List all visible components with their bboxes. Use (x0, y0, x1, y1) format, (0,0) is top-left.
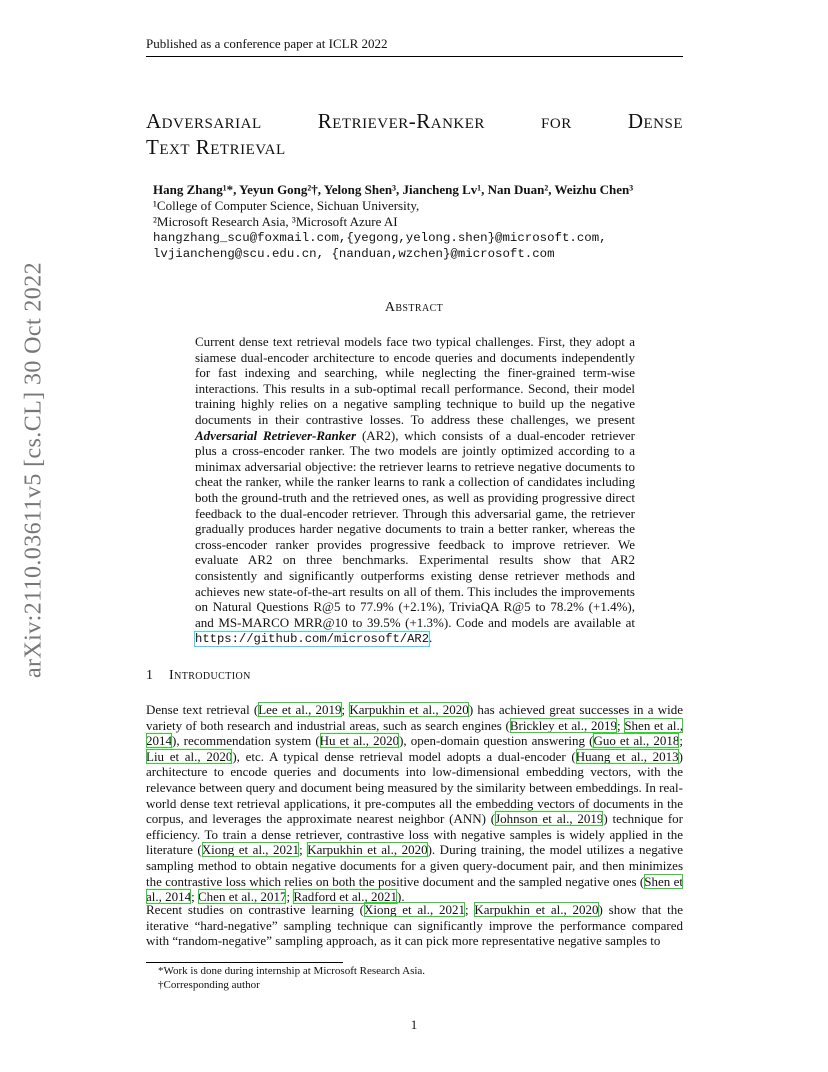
para-text: ; (341, 702, 350, 717)
affiliation-2: ²Microsoft Research Asia, ³Microsoft Azure AI (153, 214, 398, 229)
citation-link[interactable]: Radford et al., 2021 (293, 889, 397, 905)
para-text: ) technique for efficiency. To train a dense retriever, contrastive loss with negative samples is widely applied in the literature ( (146, 811, 683, 858)
citation-link[interactable]: Shen et al., 2014 (146, 873, 684, 905)
abstract-body (195, 334, 635, 648)
para-text: Recent studies on contrastive learning ( (146, 902, 364, 917)
section-heading-introduction (146, 668, 446, 684)
citation-link[interactable]: Chen et al., 2017 (198, 889, 287, 905)
intro-paragraph-2 (146, 902, 683, 949)
citation-link[interactable]: Hu et al., 2020 (319, 733, 400, 749)
citation-link[interactable]: Karpukhin et al., 2020 (307, 842, 428, 858)
section-number: 1 (146, 668, 154, 683)
citation-link[interactable]: Lee et al., 2019 (258, 702, 342, 717)
citation-link[interactable]: Johnson et al., 2019 (495, 811, 604, 827)
para-text: ), open-domain question answering ( (399, 733, 594, 749)
citation-link[interactable]: Karpukhin et al., 2020 (474, 902, 599, 917)
citation-link[interactable]: Karpukhin et al., 2020 (349, 702, 469, 717)
para-text: ) architecture to encode queries and documents into low-dimensional embedding vectors, with the relevance between query and document being measured by the similarity between embeddings. In real-world dense text retrieval applications, it pre-computes all the embedding vectors of documents in the corpus, and leverages the approximate nearest neighbor (ANN) ( (146, 748, 683, 827)
para-text: ). During training, the model utilizes a negative sampling method to obtain negative documents for a given query-document pair, and then minimizes the contrastive loss which relies on both the positive document and the sampled negative ones ( (146, 842, 683, 889)
title-word-3: for (541, 109, 572, 133)
para-text: ; (679, 733, 684, 749)
title-word-1: Adversarial (146, 109, 262, 133)
affiliation-1: ¹College of Computer Science, Sichuan University, (153, 198, 420, 213)
section-title: Introduction (169, 668, 251, 683)
code-url-link[interactable]: https://github.com/microsoft/AR2 (195, 632, 430, 647)
para-text: ), etc. A typical dense retrieval model adopts a dual-encoder ( (232, 748, 576, 764)
citation-link[interactable]: Liu et al., 2020 (146, 748, 233, 764)
author-emails-2: lvjiancheng@scu.edu.cn, {nanduan,wzchen}@microsoft.com (153, 247, 555, 261)
title-line-1 (146, 108, 683, 134)
running-header: Published as a conference paper at ICLR 2022 (146, 36, 683, 57)
para-text: ) show that the iterative “hard-negative” sampling technique can significantly improve the performance compared with “random-negative” sampling approach, as it can pick more representative negative samples to (146, 902, 683, 949)
para-text: ) has achieved great successes in a wide variety of both research and industrial areas, such as search engines ( (146, 702, 683, 733)
para-text: ; (616, 717, 625, 733)
arxiv-stamp (4, 261, 64, 679)
footnotes (158, 964, 678, 992)
author-emails-1: hangzhang_scu@foxmail.com,{yegong,yelong.shen}@microsoft.com, (153, 231, 607, 245)
citation-link[interactable]: Huang et al., 2013 (575, 748, 679, 764)
para-text: Dense text retrieval ( (146, 702, 259, 717)
method-name: Adversarial Retriever-Ranker (195, 427, 357, 443)
para-text: ; (286, 889, 294, 905)
title-word-4: Dense (627, 109, 683, 133)
para-text: ; (299, 842, 308, 858)
citation-link[interactable]: Brickley et al., 2019 (509, 717, 617, 733)
para-text: ). (396, 889, 405, 905)
citation-link[interactable]: Guo et al., 2018 (593, 733, 680, 749)
arxiv-id-text: arXiv:2110.03611v5 [cs.CL] 30 Oct 2022 (20, 261, 47, 679)
citation-link[interactable]: Shen et al., 2014 (146, 717, 683, 749)
footnote-divider (146, 962, 343, 963)
paper-title (146, 108, 683, 160)
para-text: ), recommendation system ( (172, 733, 320, 749)
footnote-1: *Work is done during internship at Microsoft Research Asia. (158, 965, 426, 977)
title-line-2: Text Retrieval (146, 135, 286, 159)
para-text: ; (465, 902, 475, 917)
para-text: ; (191, 889, 199, 905)
abstract-text-part-1: Current dense text retrieval models face two typical challenges. First, they adopt a siamese dual-encoder architecture to encode queries and documents independently for fast indexing and searching, while neglecting the finer-grained term-wise interactions. This results in a sub-optimal recall performance. Second, their model training highly relies on a negative sampling technique to build up the negative documents in their contrastive losses. To address these challenges, we present (195, 334, 635, 427)
title-word-2: Retriever-Ranker (317, 109, 485, 133)
citation-link[interactable]: Xiong et al., 2021 (201, 842, 300, 858)
abstract-heading: Abstract (384, 300, 444, 315)
intro-paragraph-1 (146, 702, 683, 905)
abstract-text-end: . (429, 630, 433, 646)
author-block (153, 182, 673, 262)
abstract-text-part-2: (AR2), which consists of a dual-encoder retriever plus a cross-encoder ranker. The two models are jointly optimized according to a minimax adversarial objective: the retriever learns to retrieve negative documents to cheat the ranker, while the ranker learns to rank a collection of candidates including both the ground-truth and the retrieved ones, as well as providing progressive direct feedback to the dual-encoder retriever. Through this adversarial game, the retriever gradually produces harder negative documents to train a better ranker, whereas the cross-encoder ranker provides progressive feedback to improve retriever. We evaluate AR2 on three benchmarks. Experimental results show that AR2 consistently and significantly outperforms existing dense retriever methods and achieves new state-of-the-art results on all of them. This includes the improvements on Natural Questions R@5 to 77.9% (+2.1%), TriviaQA R@5 to 78.2% (+1.4%), and MS-MARCO MRR@10 to 39.5% (+1.3%). Code and models are available at (195, 427, 635, 630)
page-number: 1 (410, 1017, 418, 1032)
author-names: Hang Zhang¹*, Yeyun Gong²†, Yelong Shen³, Jiancheng Lv¹, Nan Duan², Weizhu Chen³ (153, 182, 634, 197)
citation-link[interactable]: Xiong et al., 2021 (363, 902, 466, 917)
footnote-2: †Corresponding author (158, 979, 260, 991)
